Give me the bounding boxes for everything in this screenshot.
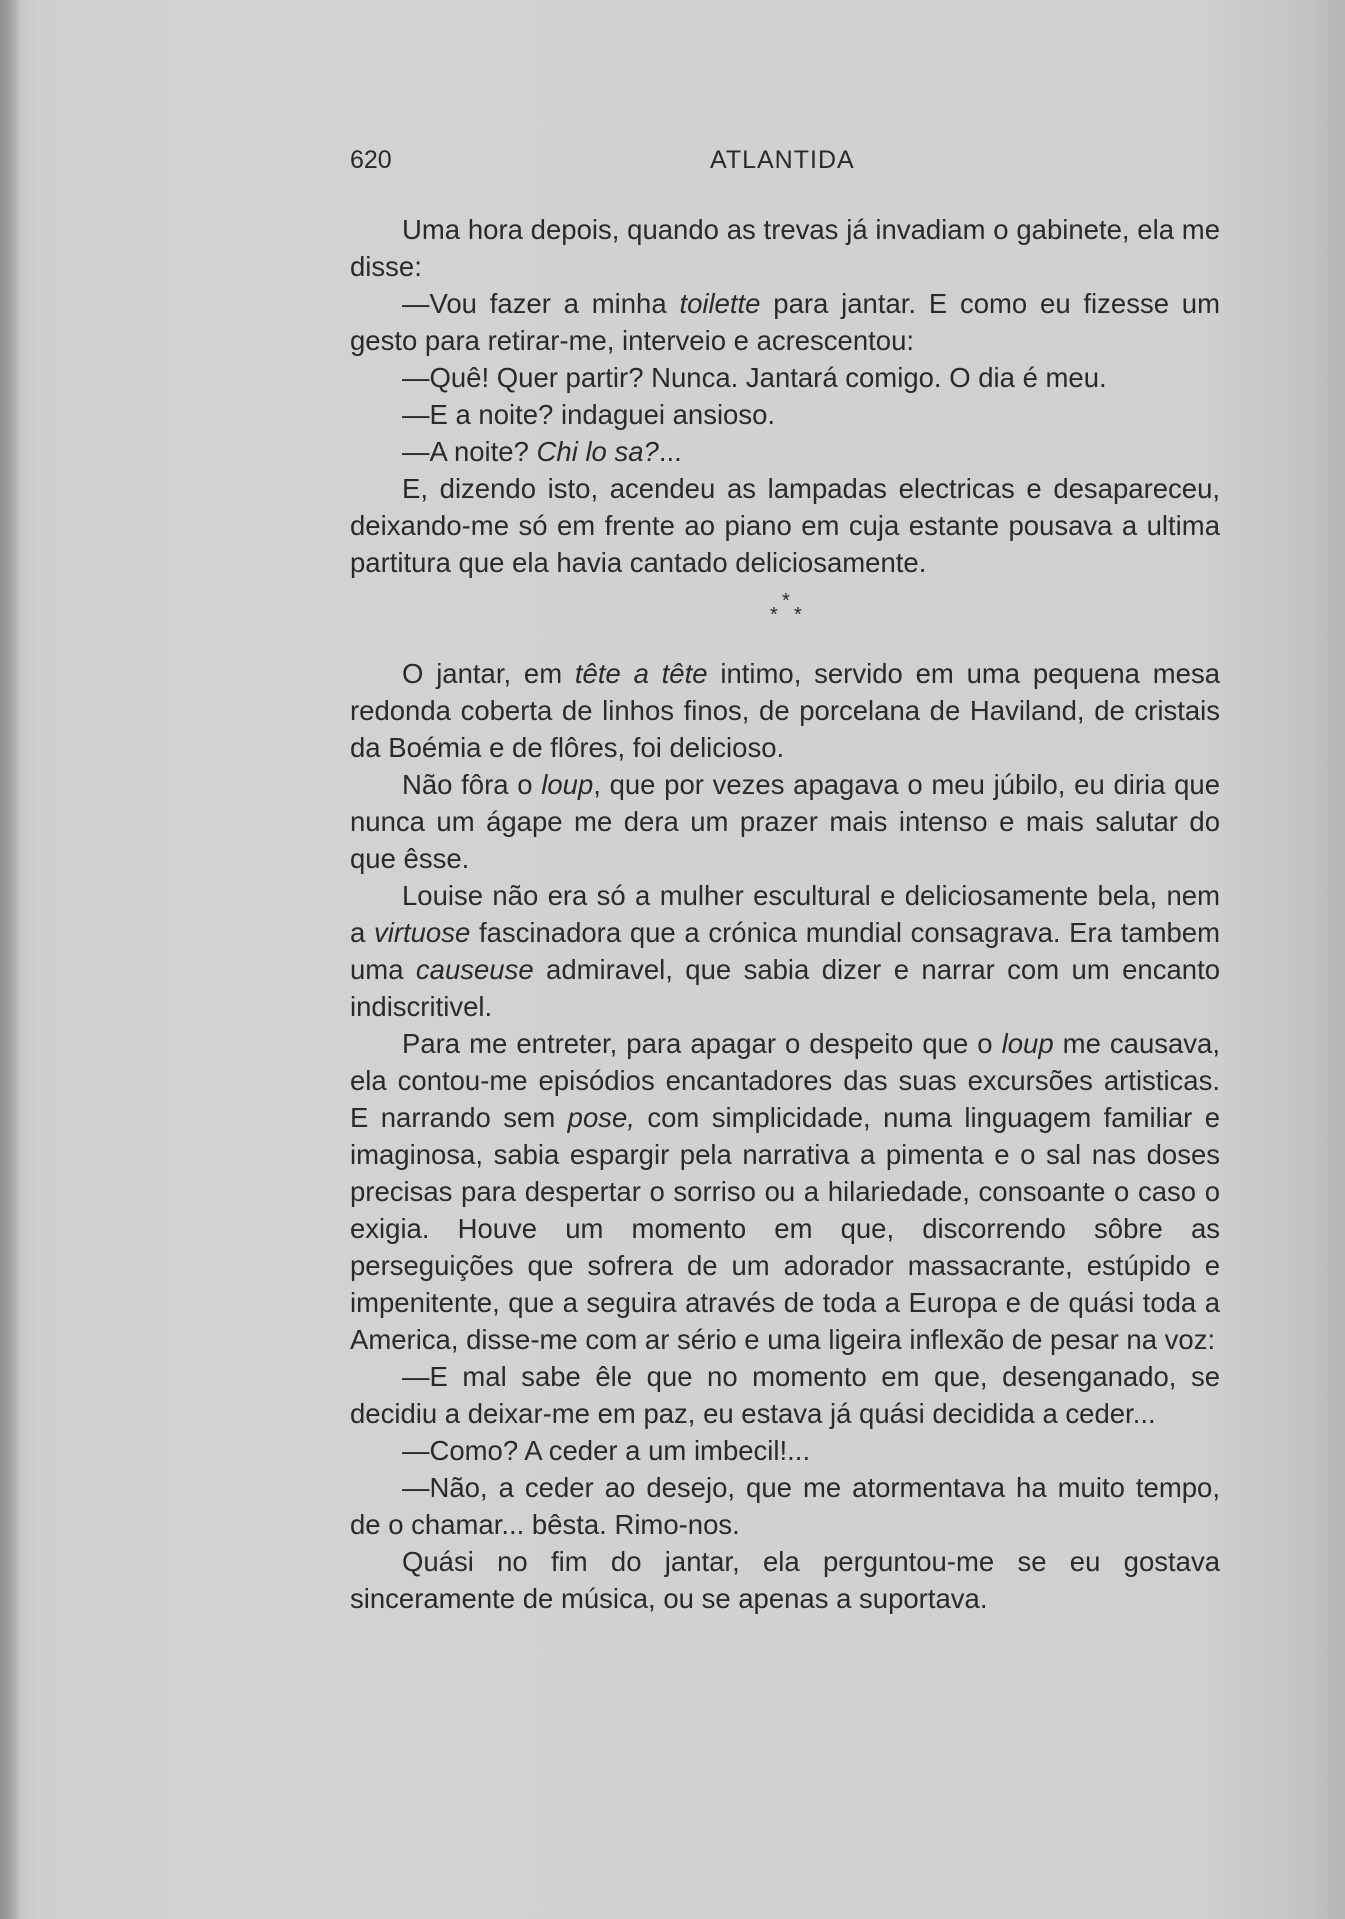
- paragraph-4: —E a noite? indaguei ansioso.: [402, 399, 776, 430]
- paragraph-5: —A noite? Chi lo sa?...: [402, 436, 682, 467]
- paragraph-1: Uma hora depois, quando as trevas já invadiam o gabinete, ela me disse:: [350, 214, 1220, 282]
- italic-term: Chi lo sa?: [536, 436, 659, 467]
- paragraph-14: Quási no fim do jantar, ela perguntou-me se eu gostava sinceramente de música, ou se apenas a suportava.: [350, 1546, 1220, 1614]
- spine-shadow: [0, 0, 22, 1919]
- italic-term: causeuse: [415, 954, 534, 985]
- italic-term: loup: [1001, 1028, 1054, 1059]
- asterism-star-right: *: [794, 604, 802, 626]
- paragraph-2: —Vou fazer a minha toilette para jantar. E como eu fizesse um gesto para retirar-me, interveio e acrescentou:: [350, 288, 1221, 356]
- page-body: [350, 211, 1220, 1617]
- italic-term: toilette: [679, 288, 761, 319]
- paragraph-7: O jantar, em tête a tête intimo, servido em uma pequena mesa redonda coberta de linhos finos, de porcelana de Haviland, de cristais da Boémia e de flôres, foi delicioso.: [350, 658, 1220, 763]
- section-asterism: [350, 581, 1220, 655]
- asterism-star-left: *: [770, 604, 778, 626]
- page-header: [350, 146, 1220, 178]
- italic-term: pose,: [567, 1102, 635, 1133]
- paragraph-3: —Quê! Quer partir? Nunca. Jantará comigo. O dia é meu.: [402, 362, 1107, 393]
- italic-term: virtuose: [373, 917, 471, 948]
- paragraph-13: —Não, a ceder ao desejo, que me atormentava ha muito tempo, de o chamar... bêsta. Rimo-nos.: [350, 1472, 1220, 1540]
- paragraph-10: Para me entreter, para apagar o despeito que o loup me causava, ela contou-me episódios encantadores das suas excursões artisticas. E narrando sem pose, com simplicidade, numa linguagem familiar e imaginosa, sabia espargir pela narrativa a pimenta e o sal nas doses precisas para despertar o sorriso ou a hilariedade, consoante o caso o exigia. Houve um momento em que, discorrendo sôbre as perseguições que sofrera de um adorador massacrante, estúpido e impenitente, que a seguira através de toda a Europa e de quási toda a America, disse-me com ar sério e uma ligeira inflexão de pesar na voz:: [350, 1028, 1220, 1355]
- running-title: ATLANTIDA: [710, 146, 855, 174]
- paragraph-12: —Como? A ceder a um imbecil!...: [402, 1435, 811, 1466]
- paragraph-8: Não fôra o loup, que por vezes apagava o meu júbilo, eu diria que nunca um ágape me dera um prazer mais intenso e mais salutar do que êsse.: [350, 769, 1220, 874]
- page-number: 620: [350, 146, 392, 174]
- paragraph-11: —E mal sabe êle que no momento em que, desenganado, se decidiu a deixar-me em paz, eu estava já quási decidida a ceder...: [350, 1361, 1220, 1429]
- italic-term: loup: [541, 769, 594, 800]
- italic-term: tête a tête: [574, 658, 708, 689]
- paragraph-6: E, dizendo isto, acendeu as lampadas electricas e desapareceu, deixando-me só em frente ao piano em cuja estante pousava a ultima partitura que ela havia cantado deliciosamente.: [350, 473, 1220, 578]
- paragraph-9: Louise não era só a mulher escultural e deliciosamente bela, nem a virtuose fascinadora que a crónica mundial consagrava. Era tambem uma causeuse admiravel, que sabia dizer e narrar com um encanto indiscritivel.: [350, 880, 1221, 1022]
- asterism-star-top: *: [782, 590, 790, 612]
